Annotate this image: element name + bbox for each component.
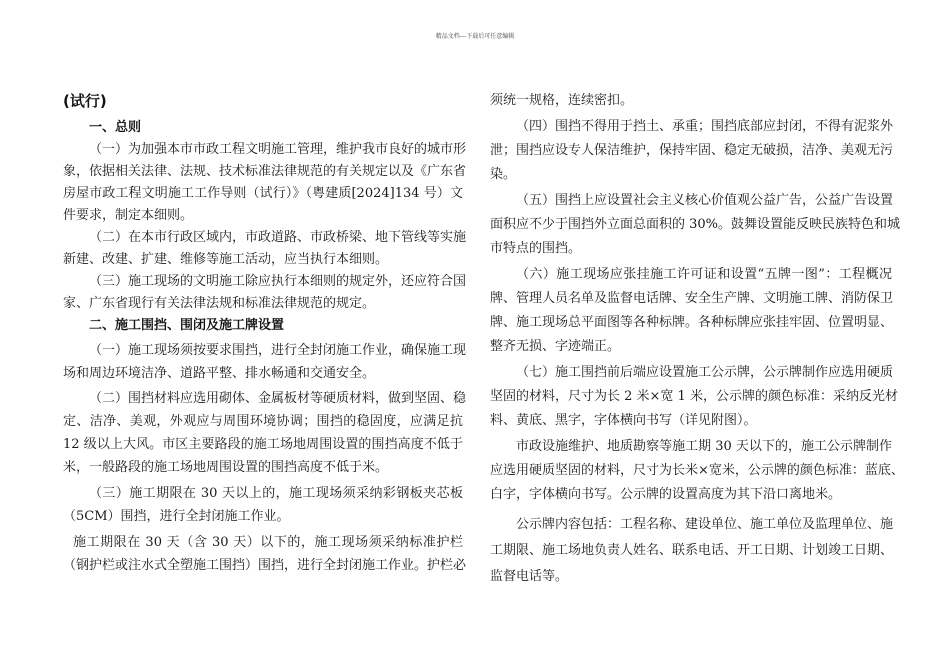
paragraph-line: （一）为加强本市市政工程文明施工管理，维护我市良好的城市形 — [89, 142, 467, 157]
paragraph-line: （二）在本市行政区域内，市政道路、市政桥梁、地下管线等实施 — [89, 230, 467, 245]
paragraph-line: （5CM）围挡，进行全封闭施工作业。 — [63, 509, 290, 524]
paragraph-line: 白字，字体横向书写。公示牌的设置高度为其下沿口离地米。 — [490, 487, 842, 502]
paragraph-line: 件要求，制定本细则。 — [63, 208, 194, 223]
paragraph-line: 须统一规格，连续密扣。 — [490, 93, 634, 108]
paragraph-line: （七）施工围挡前后端应设置施工公示牌，公示牌制作应选用硬质 — [516, 365, 894, 380]
paragraph-line: （三）施工现场的文明施工除应执行本细则的规定外，还应符合国 — [89, 274, 467, 289]
paragraph-line: 牌、施工现场总平面图等各种标牌。各种标牌应张挂牢固、位置明显、 — [490, 315, 894, 330]
paragraph-line: 象，依据相关法律、法规、技术标准法律规范的有关规定以及《广东省 — [63, 164, 467, 179]
paragraph-line: （二）围挡材料应选用砌体、金属板材等硬质材料，做到坚固、稳 — [89, 391, 467, 406]
paragraph-line: 泄；围挡应设专人保洁维护，保持牢固、稳定无破损，洁净、美观无污 — [490, 143, 894, 158]
paragraph-line: 公示牌内容包括：工程名称、建设单位、施工单位及监理单位、施 — [516, 517, 894, 532]
paragraph-line: 新建、改建、扩建、维修等施工活动，应当执行本细则。 — [63, 252, 389, 267]
paragraph-line: 家、广东省现行有关法律法规和标准法律规范的规定。 — [63, 296, 376, 311]
paragraph-line: 应选用硬质坚固的材料，尺寸为长米×宽米，公示牌的颜色标准：蓝底、 — [490, 463, 904, 478]
section2-heading: 二、施工围挡、围闭及施工牌设置 — [89, 318, 285, 333]
paragraph-line: 监督电话等。 — [490, 569, 569, 584]
paragraph-line: （三）施工期限在 30 天以上的，施工现场须采纳彩钢板夹芯板 — [89, 486, 463, 501]
paragraph-line: 12 级以上大风。市区主要路段的施工场地周围设置的围挡高度不低于 — [63, 437, 463, 452]
paragraph-line: 市政设施维护、地质勘察等施工期 30 天以下的，施工公示牌制作 — [516, 439, 892, 454]
section1-heading: 一、总则 — [89, 120, 142, 135]
paragraph-line: 房屋市政工程文明施工工作导则（试行）》（粤建质[2024]134 号）文 — [63, 186, 463, 201]
paragraph-line: （钢护栏或注水式全塑施工围挡）围挡，进行全封闭施工作业。护栏必 — [63, 558, 467, 573]
paragraph-line: 市特点的围挡。 — [490, 241, 582, 256]
paragraph-line: 施工期限在 30 天（含 30 天）以下的，施工现场须采纳标准护栏 — [73, 535, 463, 550]
paragraph-line: （六）施工现场应张挂施工许可证和设置“五牌一图”：工程概况 — [516, 267, 892, 282]
doc-title: (试行) — [63, 92, 107, 110]
paragraph-line: 坚固的材料，尺寸为长 2 米×宽 1 米，公示牌的颜色标准：采纳反光材 — [490, 389, 898, 404]
header-note: 精品文档---下载后可任意编辑 — [435, 33, 515, 40]
paragraph-line: 面积应不少于围挡外立面总面积的 30%。鼓舞设置能反映民族特色和城 — [490, 217, 901, 232]
paragraph-line: 料、黄底、黑字，字体横向书写（详见附图）。 — [490, 413, 757, 428]
paragraph-line: 牌、管理人员名单及监督电话牌、安全生产牌、文明施工牌、消防保卫 — [490, 291, 894, 306]
paragraph-line: 整齐无损、字迹端正。 — [490, 339, 621, 354]
paragraph-line: 定、洁净、美观，外观应与周围环境协调；围挡的稳固度，应满足抗 — [63, 414, 463, 429]
paragraph-line: 染。 — [490, 167, 517, 182]
paragraph-line: 工期限、施工场地负责人姓名、联系电话、开工日期、计划竣工日期、 — [490, 543, 894, 558]
paragraph-line: 米，一般路段的施工场地周围设置的围挡高度不低于米。 — [63, 460, 389, 475]
paragraph-line: （四）围挡不得用于挡土、承重；围挡底部应封闭，不得有泥浆外 — [516, 119, 894, 134]
paragraph-line: （五）围挡上应设置社会主义核心价值观公益广告，公益广告设置 — [516, 193, 894, 208]
paragraph-line: 场和周边环境洁净、道路平整、排水畅通和交通安全。 — [63, 366, 376, 381]
paragraph-line: （一）施工现场须按要求围挡，进行全封闭施工作业，确保施工现 — [89, 343, 467, 358]
